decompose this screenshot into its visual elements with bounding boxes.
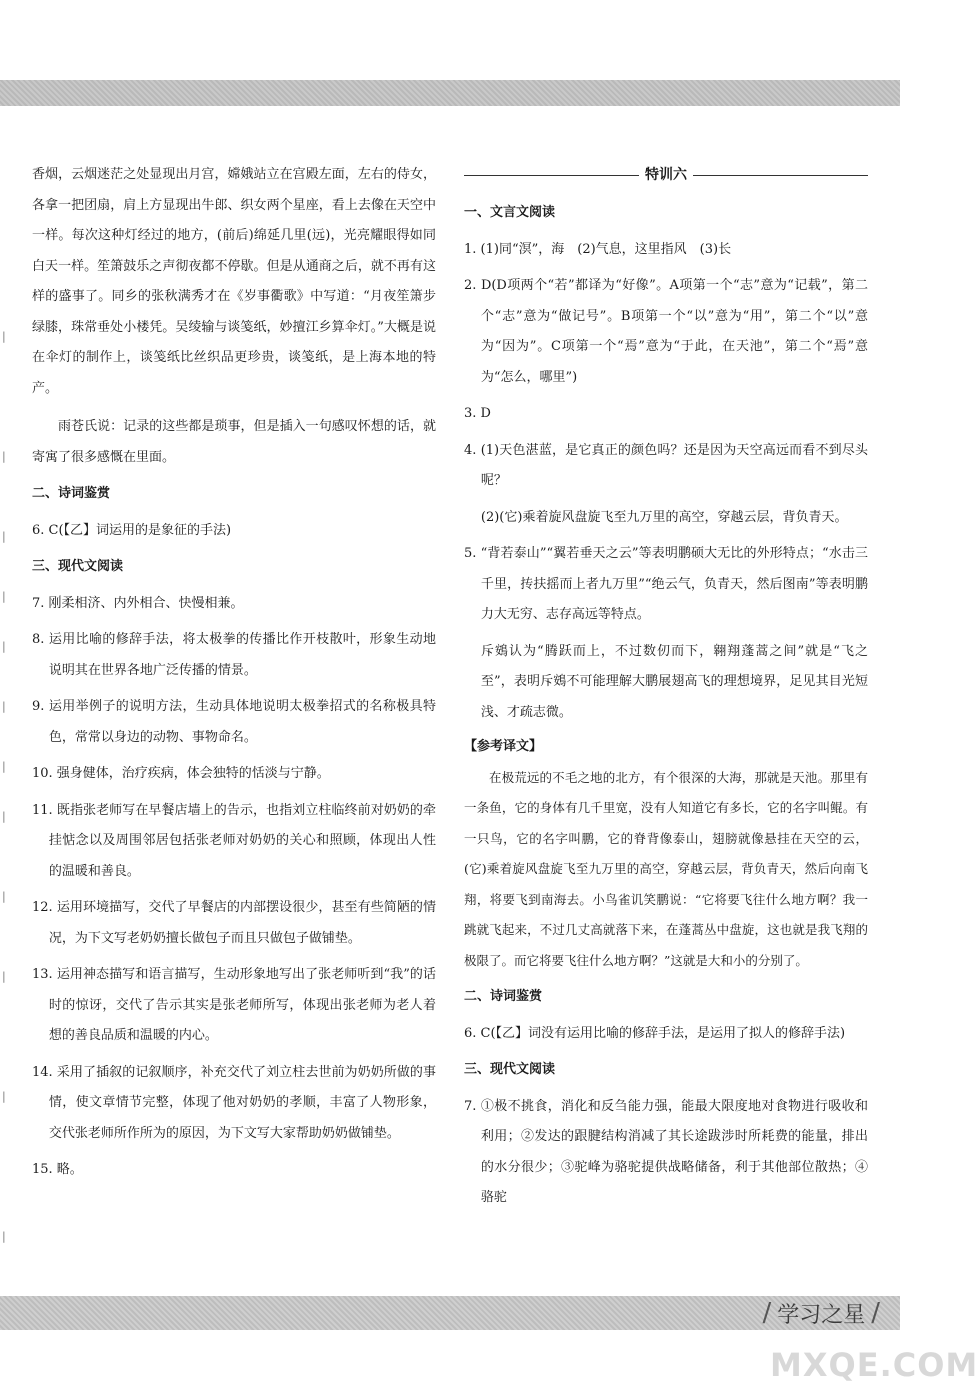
title-rule-left [464, 175, 639, 176]
right-column [464, 160, 868, 1214]
unit-title: 特训六 [645, 166, 687, 183]
answer-7-right: 7. ①极不挑食，消化和反刍能力强，能最大限度地对食物进行吸收和利用；②发达的跟腱结构消减了其长途跋涉时所耗费的能量，排出的水分很少；③驼峰为骆驼提供战略储备，利于其他部位散热；④骆驼 [464, 1098, 868, 1205]
answer-9: 9. 运用举例子的说明方法，生动具体地说明太极拳招式的名称极具特色，常常以身边的动物、事物命名。 [32, 699, 436, 745]
title-rule-right [693, 175, 868, 176]
left-column [32, 160, 436, 1186]
section-heading-poetry-right: 二、诗词鉴赏 [464, 989, 543, 1004]
section-heading-classical: 一、文言文阅读 [464, 205, 556, 220]
binding-margin-marks: | | | | | | | | | | | | [2, 330, 6, 1243]
answer-8: 8. 运用比喻的修辞手法，将太极拳的传播比作开枝散叶，形象生动地说明其在世界各地广泛传播的情景。 [32, 632, 436, 678]
answer-13: 13. 运用神态描写和语言描写，生动形象地写出了张老师听到“我”的话时的惊讶，交代了告示其实是张老师所写，体现出张老师为老人着想的善良品质和温暖的内心。 [32, 967, 436, 1043]
section-heading-modern-reading: 三、现代文阅读 [32, 559, 124, 574]
answer-4-part-2: (2)(它)乘着旋风盘旋飞至九万里的高空，穿越云层，背负青天。 [480, 509, 848, 525]
answer-6: 6. C(【乙】词运用的是象征的手法) [32, 522, 232, 538]
answer-14: 14. 采用了插叙的记叙顺序，补充交代了刘立柱去世前为奶奶所做的事情，使文章情节完整，体现了他对奶奶的孝顺，丰富了人物形象，交代张老师所作所为的原因，为下文写大家帮助奶奶做铺垫。 [32, 1064, 436, 1141]
answer-6-right: 6. C(【乙】词没有运用比喻的修辞手法，是运用了拟人的修辞手法) [464, 1025, 846, 1041]
passage-paragraph-1: 香烟，云烟迷茫之处显现出月宫，嫦娥站立在宫殿左面，左右的侍女，各拿一把团扇，肩上方显现出牛郎、织女两个星座，看上去像在天空中一样。每次这种灯经过的地方，(前后)绵延几里(远)，光亮耀眼得如同白天一样。笙箫鼓乐之声彻夜都不停歇。但是从通商之后，就不再有这样的盛事了。同乡的张秋满秀才在《岁事衢歌》中写道：“月夜笙箫步绿膝，珠常垂处小楼凭。吴绫输与谈笺纸，妙擅江乡算伞灯。”大概是说在伞灯的制作上，谈笺纸比丝织品更珍贵，谈笺纸，是上海本地的特产。 [32, 167, 436, 396]
answer-11: 11. 既指张老师写在早餐店墙上的告示，也指刘立柱临终前对奶奶的牵挂惦念以及周围邻居包括张老师对奶奶的关心和照顾，体现出人性的温暖和善良。 [32, 802, 436, 879]
section-heading-poetry: 二、诗词鉴赏 [32, 486, 111, 501]
unit-title-row [464, 160, 868, 190]
footer-brand [762, 1298, 880, 1328]
answer-4-part-1: 4. (1)天色湛蓝，是它真正的颜色吗？还是因为天空高远而看不到尽头呢？ [464, 442, 868, 488]
answer-2: 2. D(D项两个“若”都译为“好像”。A项第一个“志”意为“记载”，第二个“志”意为“做记号”。B项第一个“以”意为“用”，第二个“以”意为“因为”。C项第一个“焉”意为“于此，在天池”，第二个“焉”意为“怎么，哪里”) [464, 278, 868, 385]
brand-name: 学习之星 [777, 1302, 866, 1328]
section-heading-modern-reading-right: 三、现代文阅读 [464, 1062, 556, 1077]
answer-15: 15. 略。 [32, 1162, 83, 1177]
site-watermark: MXQE.COM [770, 1346, 978, 1384]
answer-10: 10. 强身健体，治疗疾病，体会独特的恬淡与宁静。 [32, 766, 330, 781]
top-decorative-band [0, 80, 900, 106]
answer-5-part-2: 斥鴳认为“腾跃而上，不过数仞而下，翱翔蓬蒿之间”就是“飞之至”，表明斥鴳不可能理解大鹏展翅高飞的理想境界，足见其目光短浅、才疏志微。 [480, 643, 868, 720]
reference-translation: 在极荒远的不毛之地的北方，有个很深的大海，那就是天池。那里有一条鱼，它的身体有几千里宽，没有人知道它有多长，它的名字叫鲲。有一只鸟，它的名字叫鹏，它的脊背像泰山，翅膀就像悬挂在天空的云，(它)乘着旋风盘旋飞至九万里的高空，穿越云层，背负青天，然后向南飞翔，将要飞到南海去。小鸟雀讥笑鹏说：“它将要飞往什么地方啊？我一跳就飞起来，不过几丈高就落下来，在蓬蒿丛中盘旋，这也就是我飞翔的极限了。而它将要飞往什么地方啊？”这就是大和小的分别了。 [464, 769, 868, 968]
answer-12: 12. 运用环境描写，交代了早餐店的内部摆设很少，甚至有些简陋的情况，为下文写老奶奶擅长做包子而且只做包子做铺垫。 [32, 900, 436, 946]
brand-slash-icon: / [762, 1298, 772, 1328]
brand-slash-icon-2: / [871, 1298, 880, 1328]
answer-7: 7. 刚柔相济、内外相合、快慢相兼。 [32, 595, 244, 611]
answer-1: 1. (1)同“溟”，海 (2)气息，这里指风 (3)长 [464, 241, 732, 257]
answer-3: 3. D [464, 406, 491, 421]
passage-paragraph-2: 雨苍氏说：记录的这些都是琐事，但是插入一句感叹怀想的话，就寄寓了很多感慨在里面。 [32, 419, 436, 465]
reference-translation-heading: 【参考译文】 [464, 739, 543, 754]
answer-5-part-1: 5. “背若泰山”“翼若垂天之云”等表明鹏硕大无比的外形特点；“水击三千里，抟扶摇而上者九万里”“绝云气，负青天，然后图南”等表明鹏力大无穷、志存高远等特点。 [464, 546, 868, 622]
